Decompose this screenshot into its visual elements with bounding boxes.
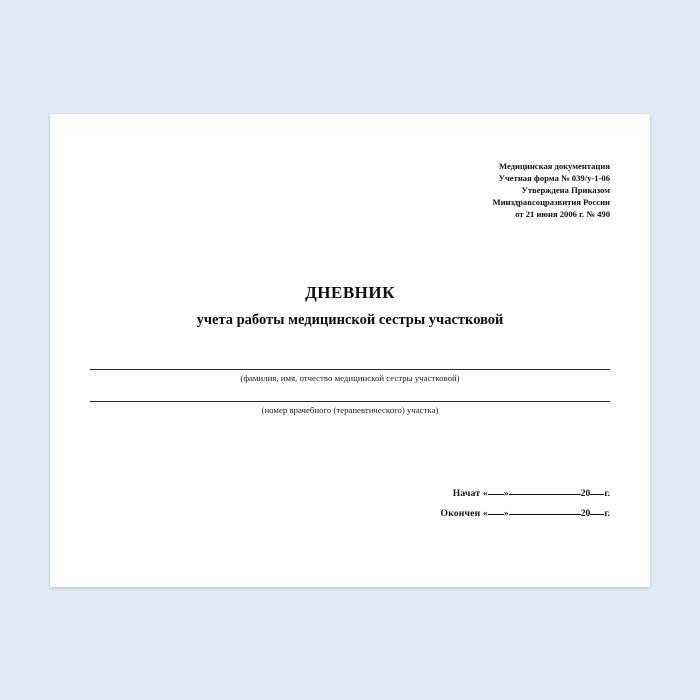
start-quote-close: »: [503, 488, 509, 500]
district-number-caption: (номер врачебного (терапевтического) участка): [261, 404, 439, 415]
district-number-field[interactable]: [90, 401, 610, 402]
start-month-blank[interactable]: [509, 494, 581, 495]
meta-line-3: Утверждена Приказом: [521, 184, 610, 195]
end-month-blank[interactable]: [509, 514, 581, 515]
end-year-prefix: 20: [580, 508, 591, 520]
start-year-suffix: г.: [604, 488, 610, 500]
start-day-blank[interactable]: [488, 494, 504, 495]
title-block: [90, 283, 610, 329]
end-date-row[interactable]: [441, 504, 610, 524]
meta-line-2: Учетная форма № 039/у-1-06: [498, 172, 610, 183]
start-date-row[interactable]: [441, 484, 610, 504]
nurse-name-caption: (фамилия, имя, отчество медицинской сестры участковой): [240, 372, 460, 383]
start-date-label: Начат «: [452, 488, 488, 500]
end-day-blank[interactable]: [488, 514, 504, 515]
end-year-blank[interactable]: [590, 514, 604, 515]
end-quote-close: »: [503, 508, 509, 520]
start-year-blank[interactable]: [590, 494, 604, 495]
end-date-label: Окончен «: [440, 508, 488, 520]
meta-line-4: Минздравсоцразвития России: [492, 197, 610, 208]
dates-block: [441, 484, 610, 524]
meta-line-5: от 21 июня 2006 г. № 490: [515, 209, 610, 220]
document-sheet: [50, 114, 650, 587]
meta-line-1: Медицинская документация: [498, 160, 610, 171]
page-title: ДНЕВНИК: [305, 282, 395, 302]
start-year-prefix: 20: [580, 488, 591, 500]
fill-in-fields: [90, 369, 610, 415]
document-meta-block: [90, 160, 610, 221]
end-year-suffix: г.: [604, 508, 610, 520]
page-subtitle: учета работы медицинской сестры участковой: [196, 311, 504, 328]
nurse-name-field[interactable]: [90, 369, 610, 370]
